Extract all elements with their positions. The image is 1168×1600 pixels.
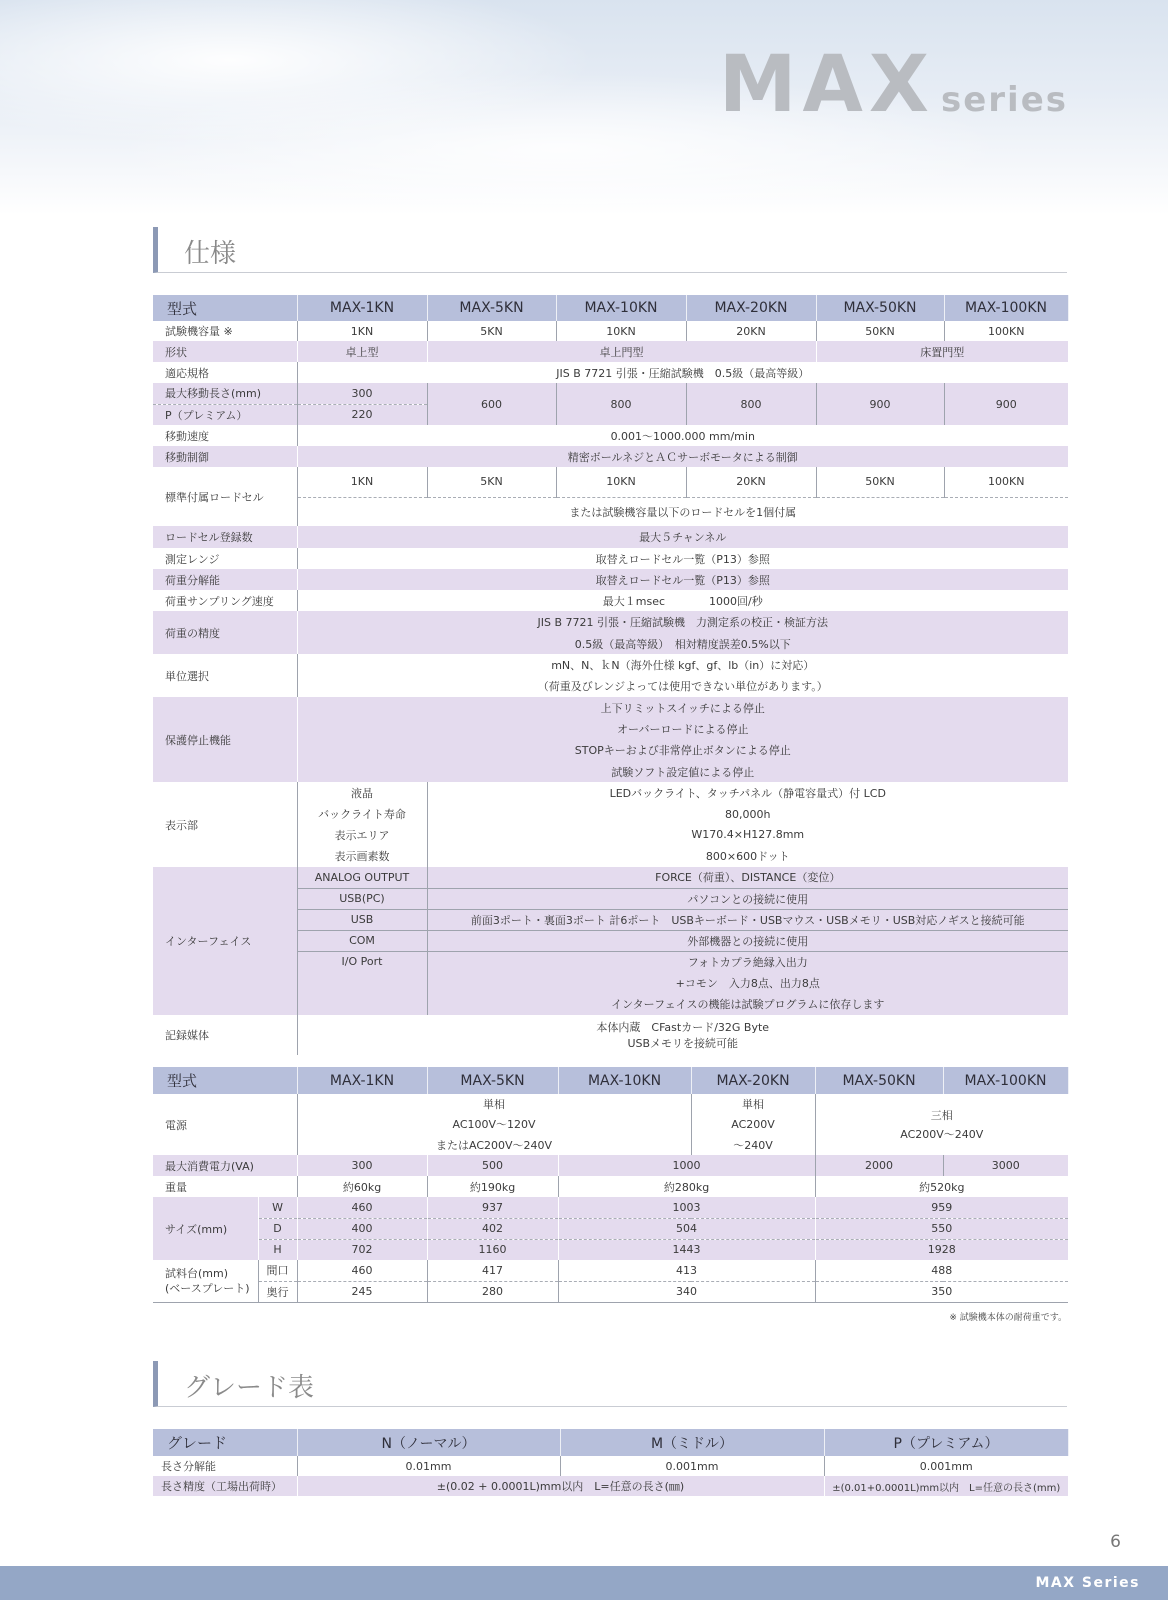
cell: 280	[427, 1281, 558, 1302]
row-label: 標準付属ロードセル	[153, 467, 297, 526]
spec-table	[153, 295, 1069, 1055]
cell: ANALOG OUTPUT	[297, 867, 427, 888]
grade-header: P（プレミアム）	[824, 1429, 1068, 1456]
base-row-width	[153, 1260, 1068, 1281]
range-row	[153, 548, 1068, 569]
cell: 奥行	[258, 1281, 297, 1302]
speed-row	[153, 425, 1068, 446]
size-row-h	[153, 1239, 1068, 1260]
series-logo-main: MAX	[718, 40, 935, 130]
cell: 間口	[258, 1260, 297, 1281]
cell: 340	[558, 1281, 815, 1302]
row-label: 移動制御	[153, 446, 297, 467]
cell: USB	[297, 909, 427, 930]
consumption-row	[153, 1155, 1068, 1176]
model-name: MAX-50KN	[815, 1067, 943, 1094]
row-label: 移動速度	[153, 425, 297, 446]
cell: 1003	[558, 1197, 815, 1218]
row-label: P（プレミアム）	[153, 404, 297, 425]
cell: 床置門型	[816, 341, 1068, 362]
cell: 取替えロードセル一覧（P13）参照	[297, 548, 1068, 569]
grade-header: M（ミドル）	[560, 1429, 824, 1456]
sampling-row	[153, 590, 1068, 611]
size-row-d	[153, 1218, 1068, 1239]
cell: USBメモリを接続可能	[297, 1035, 1068, 1055]
cell: H	[258, 1239, 297, 1260]
series-logo	[719, 40, 1068, 130]
cell: 400	[297, 1218, 427, 1239]
shape-row	[153, 341, 1068, 362]
interface-row	[153, 867, 1068, 888]
grade-resolution-row	[153, 1456, 1068, 1476]
cell: 500	[427, 1155, 558, 1176]
grade-header: グレード	[153, 1429, 297, 1456]
power-three-phase: 三相	[930, 1108, 953, 1122]
cell: （荷重及びレンジよっては使用できない単位があります。）	[297, 675, 1068, 697]
cell: 取替えロードセル一覧（P13）参照	[297, 569, 1068, 590]
row-label: 保護停止機能	[153, 697, 297, 782]
spec-section-heading	[153, 227, 1067, 273]
cell: 10KN	[556, 467, 686, 497]
cell: 100KN	[944, 467, 1068, 497]
cell: 702	[297, 1239, 427, 1260]
cell: 300	[297, 1155, 427, 1176]
row-label: 荷重の精度	[153, 611, 297, 654]
model-name: MAX-100KN	[944, 295, 1068, 321]
cell: 約280kg	[558, 1176, 815, 1197]
cell: ±(0.02 + 0.0001L)mm以内 L=任意の長さ(㎜)	[297, 1476, 824, 1496]
row-label: サイズ(mm)	[153, 1197, 258, 1260]
cell: 約190kg	[427, 1176, 558, 1197]
cell: 80,000h	[427, 804, 1068, 824]
cell: 0.001mm	[824, 1456, 1068, 1476]
cell: W	[258, 1197, 297, 1218]
cell: JIS B 7721 引張・圧縮試験機 力測定系の校正・検証方法	[297, 611, 1068, 633]
cell: 本体内蔵 CFastカード/32G Byte	[297, 1015, 1068, 1035]
cell	[815, 1094, 1068, 1155]
cell: 417	[427, 1260, 558, 1281]
cell: LEDバックライト、タッチパネル（静電容量式）付 LCD	[427, 782, 1068, 804]
series-logo-sub: series	[940, 80, 1068, 120]
cell: 504	[558, 1218, 815, 1239]
weight-row	[153, 1176, 1068, 1197]
header-banner	[0, 0, 1168, 215]
registration-row	[153, 526, 1068, 548]
loadcell-row	[153, 467, 1068, 497]
spec-header-row	[153, 295, 1068, 321]
cell: 最大１msec 1000回/秒	[297, 590, 1068, 611]
model-name: MAX-10KN	[556, 295, 686, 321]
spec-footnote: ※ 試験機本体の耐荷重です。	[949, 1313, 1067, 1323]
cell: 20KN	[686, 467, 816, 497]
cell: 表示エリア	[297, 824, 427, 845]
model-name: MAX-20KN	[686, 295, 816, 321]
cell: 300	[297, 383, 427, 404]
cell: I/O Port	[297, 951, 427, 972]
cell: 20KN	[686, 321, 816, 341]
row-label: 荷重サンプリング速度	[153, 590, 297, 611]
cell: AC200V	[691, 1114, 815, 1134]
cell: 100KN	[944, 321, 1068, 341]
cell: 550	[815, 1218, 1068, 1239]
base-label-sub: (ベースプレート)	[165, 1281, 250, 1295]
cell: バックライト寿命	[297, 804, 427, 824]
cell: 卓上型	[297, 341, 427, 362]
power-three-phase-voltage: AC200V〜240V	[900, 1127, 984, 1141]
grade-header: N（ノーマル）	[297, 1429, 560, 1456]
cell: 0.5級（最高等級） 相対精度誤差0.5%以下	[297, 633, 1068, 654]
cell: 〜240V	[691, 1134, 815, 1155]
cell: インターフェイスの機能は試験プログラムに依存します	[427, 993, 1068, 1015]
protection-row	[153, 697, 1068, 718]
row-label: 電源	[153, 1094, 297, 1155]
cell: 0.001〜1000.000 mm/min	[297, 425, 1068, 446]
cell: 約520kg	[815, 1176, 1068, 1197]
standard-row	[153, 362, 1068, 383]
cell: 1443	[558, 1239, 815, 1260]
cell: 外部機器との接続に使用	[427, 930, 1068, 951]
model-name: MAX-10KN	[558, 1067, 691, 1094]
cell: FORCE（荷重）、DISTANCE（変位）	[427, 867, 1068, 888]
row-label: 表示部	[153, 782, 297, 867]
model-header-label: 型式	[153, 1067, 297, 1094]
media-row	[153, 1015, 1068, 1035]
capacity-row	[153, 321, 1068, 341]
cell: JIS B 7721 引張・圧縮試験機 0.5級（最高等級）	[297, 362, 1068, 383]
row-label: 最大移動長さ(mm)	[153, 383, 297, 404]
cell: 900	[944, 383, 1068, 425]
units-row	[153, 654, 1068, 675]
base-row-depth	[153, 1281, 1068, 1302]
model-name: MAX-1KN	[297, 295, 427, 321]
cell: 0.01mm	[297, 1456, 560, 1476]
cell: またはAC200V〜240V	[297, 1134, 691, 1155]
size-row-w	[153, 1197, 1068, 1218]
model-name: MAX-1KN	[297, 1067, 427, 1094]
cell: 2000	[815, 1155, 943, 1176]
cell: 精密ボールネジとＡＣサーボモータによる制御	[297, 446, 1068, 467]
cell: 最大５チャンネル	[297, 526, 1068, 548]
cell: 800	[686, 383, 816, 425]
cell: STOPキーおよび非常停止ボタンによる停止	[297, 739, 1068, 761]
page-number: 6	[1110, 1532, 1121, 1552]
model-name: MAX-5KN	[427, 295, 556, 321]
row-label	[153, 1260, 258, 1302]
grade-title: グレード表	[184, 1373, 315, 1403]
model-name: MAX-100KN	[943, 1067, 1068, 1094]
cell: COM	[297, 930, 427, 951]
cell: 245	[297, 1281, 427, 1302]
cell: 1KN	[297, 467, 427, 497]
cell: 単相	[297, 1094, 691, 1114]
cell: D	[258, 1218, 297, 1239]
cell: 460	[297, 1197, 427, 1218]
cell: 前面3ポート・裏面3ポート 計6ポート USBキーボード・USBマウス・USBメモリ・USB対応ノギスと接続可能	[427, 909, 1068, 930]
cell: 220	[297, 404, 427, 425]
row-label: 形状	[153, 341, 297, 362]
row-label: 長さ精度（工場出荷時）	[153, 1476, 297, 1496]
cell: 3000	[943, 1155, 1068, 1176]
grade-accuracy-row	[153, 1476, 1068, 1496]
row-label: ロードセル登録数	[153, 526, 297, 548]
row-label: 試験機容量 ※	[153, 321, 297, 341]
cell: 試験ソフト設定値による停止	[297, 761, 1068, 782]
accuracy-row	[153, 611, 1068, 633]
cell: 900	[816, 383, 944, 425]
cell: 1928	[815, 1239, 1068, 1260]
footer-brand: MAX Series	[1035, 1575, 1140, 1591]
cell: 約60kg	[297, 1176, 427, 1197]
cell	[297, 972, 427, 993]
cell: 1160	[427, 1239, 558, 1260]
cell: 上下リミットスイッチによる停止	[297, 697, 1068, 718]
row-label: 記録媒体	[153, 1015, 297, 1055]
cell: 単相	[691, 1094, 815, 1114]
row-label: 長さ分解能	[153, 1456, 297, 1476]
spec-title: 仕様	[184, 239, 237, 269]
row-label: インターフェイス	[153, 867, 297, 1015]
cell: 5KN	[427, 467, 556, 497]
cell: 表示画素数	[297, 845, 427, 867]
row-label: 重量	[153, 1176, 297, 1197]
model-name: MAX-5KN	[427, 1067, 558, 1094]
model-name: MAX-20KN	[691, 1067, 815, 1094]
cell: 50KN	[816, 467, 944, 497]
spec-header-row-2	[153, 1067, 1068, 1094]
cell: 5KN	[427, 321, 556, 341]
cell: mN、N、ｋN（海外仕様 kgf、gf、lb（in）に対応）	[297, 654, 1068, 675]
control-row	[153, 446, 1068, 467]
cell: 937	[427, 1197, 558, 1218]
model-header-label: 型式	[153, 295, 297, 321]
cell: 800	[556, 383, 686, 425]
cell: USB(PC)	[297, 888, 427, 909]
cell: 1KN	[297, 321, 427, 341]
cell: +コモン 入力8点、出力8点	[427, 972, 1068, 993]
cell: 959	[815, 1197, 1068, 1218]
row-label: 単位選択	[153, 654, 297, 697]
cell: 800×600ドット	[427, 845, 1068, 867]
cell: パソコンとの接続に使用	[427, 888, 1068, 909]
display-row	[153, 782, 1068, 804]
cell: 0.001mm	[560, 1456, 824, 1476]
cell: 402	[427, 1218, 558, 1239]
grade-header-row	[153, 1429, 1068, 1456]
cell: 50KN	[816, 321, 944, 341]
cell: 413	[558, 1260, 815, 1281]
cell: 10KN	[556, 321, 686, 341]
cell: フォトカプラ絶縁入出力	[427, 951, 1068, 972]
row-label: 測定レンジ	[153, 548, 297, 569]
cell: 卓上門型	[427, 341, 816, 362]
power-row	[153, 1094, 1068, 1114]
cell: オーバーロードによる停止	[297, 718, 1068, 739]
row-label: 荷重分解能	[153, 569, 297, 590]
cell: AC100V〜120V	[297, 1114, 691, 1134]
footer-bar	[0, 1566, 1168, 1600]
spec-table-2	[153, 1067, 1069, 1303]
cell: または試験機容量以下のロードセルを1個付属	[297, 497, 1068, 526]
row-label: 適応規格	[153, 362, 297, 383]
grade-table	[153, 1429, 1069, 1496]
cell: 488	[815, 1260, 1068, 1281]
cell	[297, 993, 427, 1015]
model-name: MAX-50KN	[816, 295, 944, 321]
cell: W170.4×H127.8mm	[427, 824, 1068, 845]
grade-section-heading	[153, 1361, 1067, 1407]
cell: ±(0.01+0.0001L)mm以内 L=任意の長さ(mm)	[824, 1476, 1068, 1496]
row-label: 最大消費電力(VA)	[153, 1155, 297, 1176]
cell: 350	[815, 1281, 1068, 1302]
stroke-row	[153, 383, 1068, 404]
cell: 460	[297, 1260, 427, 1281]
base-label: 試料台(mm)	[165, 1266, 229, 1280]
cell: 液晶	[297, 782, 427, 804]
resolution-row	[153, 569, 1068, 590]
cell: 1000	[558, 1155, 815, 1176]
cell: 600	[427, 383, 556, 425]
